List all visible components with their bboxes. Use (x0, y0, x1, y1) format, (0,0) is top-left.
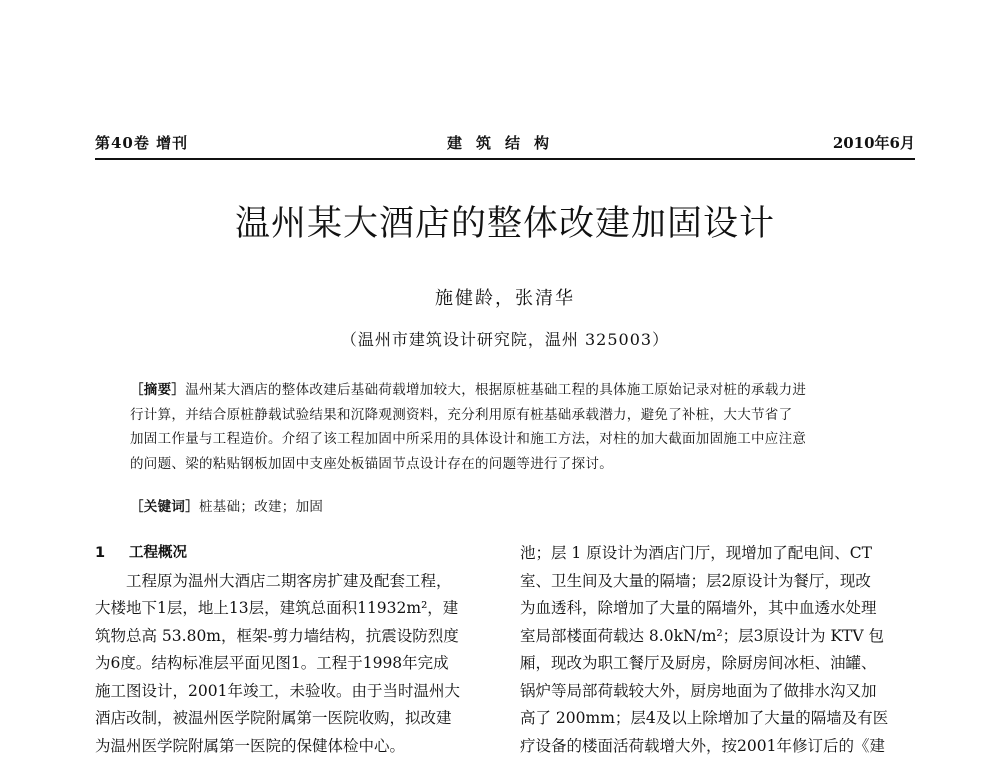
issue-date: 2010年6月 (832, 134, 915, 152)
body-line: 筑物总高 53.80m，框架-剪力墙结构，抗震设防烈度 (95, 626, 459, 645)
header-rule (95, 158, 915, 160)
keywords-block (130, 495, 323, 515)
journal-name: 建筑结构 (446, 134, 563, 152)
abstract-block (130, 378, 885, 476)
body-line: 为血透科，除增加了大量的隔墙外，其中血透水处理 (520, 599, 877, 617)
paper-title: 温州某大酒店的整体改建加固设计 (234, 204, 775, 244)
keywords-text: 桩基础；改建；加固 (199, 499, 324, 515)
left-column (95, 540, 490, 760)
body-line: 为6度。结构标准层平面见图1。工程于1998年完成 (95, 654, 449, 672)
section-number: 1 (95, 545, 106, 561)
body-line: 池；层 1 原设计为酒店门厅，现增加了配电间、CT (520, 544, 872, 562)
section-title: 工程概况 (129, 545, 187, 561)
body-line: 工程原为温州大酒店二期客房扩建及配套工程， (126, 571, 452, 590)
abstract-line: ［摘要］温州某大酒店的整体改建后基础荷载增加较大，根据原桩基础工程的具体施工原始记录对桩的承载力进 (130, 382, 807, 398)
section-heading (95, 540, 490, 568)
body-line: 酒店改制，被温州医学院附属第一医院收购，拟改建 (95, 709, 452, 727)
affiliation: （温州市建筑设计研究院，温州 325003） (340, 330, 670, 349)
author-list: 施健龄，张清华 (435, 288, 575, 309)
body-line: 室局部楼面荷载达 8.0kN/m²；层3原设计为 KTV 包 (520, 626, 884, 645)
body-line: 施工图设计，2001年竣工，未验收。由于当时温州大 (95, 681, 460, 700)
abstract-line: 行计算，并结合原桩静载试验结果和沉降观测资料，充分利用原有桩基础承载潜力，避免了补桩，大大节省了 (130, 406, 793, 423)
body-line: 疗设备的楼面活荷载增大外，按2001年修订后的《建 (520, 736, 885, 755)
abstract-line: 的问题、梁的粘贴钢板加固中支座处板锚固节点设计存在的问题等进行了探讨。 (130, 455, 613, 472)
running-header (95, 132, 915, 158)
body-line: 锅炉等局部荷载较大外，厨房地面为了做排水沟又加 (520, 681, 877, 700)
volume-label: 第40卷 增刊 (95, 134, 189, 152)
body-line: 室、卫生间及大量的隔墙；层2原设计为餐厅，现改 (520, 571, 871, 590)
body-line: 为温州医学院附属第一医院的保健体检中心。 (95, 736, 406, 755)
right-column (520, 540, 915, 760)
keywords-label: ［关键词］ (130, 499, 199, 515)
abstract-label: ［摘要］ (130, 382, 186, 398)
body-line: 高了 200mm；层4及以上除增加了大量的隔墙及有医 (520, 709, 889, 727)
body-line: 厢，现改为职工餐厅及厨房，除厨房间冰柜、油罐、 (520, 654, 877, 672)
abstract-line: 加固工作量与工程造价。介绍了该工程加固中所采用的具体设计和施工方法，对柱的加大截面加固施工中应注意 (130, 431, 807, 447)
body-line: 大楼地下1层，地上13层，建筑总面积11932m²，建 (95, 599, 459, 617)
